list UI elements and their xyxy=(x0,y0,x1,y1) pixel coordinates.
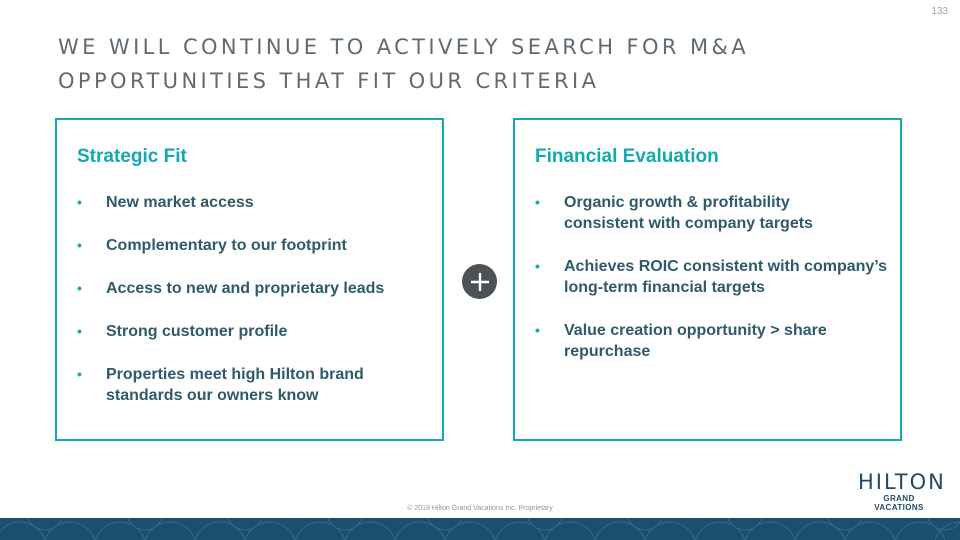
bullet-icon: • xyxy=(77,323,82,339)
bullet-icon: • xyxy=(77,237,82,253)
list-item xyxy=(77,364,432,406)
strategic-fit-list xyxy=(77,192,432,428)
list-item-text: New market access xyxy=(106,194,254,211)
list-item-text: Strong customer profile xyxy=(106,323,288,340)
bullet-icon: • xyxy=(535,194,540,210)
logo-wordmark: HILTON xyxy=(858,470,946,494)
financial-evaluation-list xyxy=(535,192,890,384)
footer-wave-pattern xyxy=(0,518,960,540)
bullet-icon: • xyxy=(535,322,540,338)
plus-icon xyxy=(462,264,497,299)
list-item-text: Access to new and proprietary leads xyxy=(106,280,385,297)
list-item-text: Value creation opportunity > share repurchase xyxy=(564,322,827,360)
list-item-text: Achieves ROIC consistent with company’s long-term financial targets xyxy=(564,258,888,296)
slide-number: 133 xyxy=(931,6,948,17)
bullet-icon: • xyxy=(535,258,540,274)
financial-evaluation-heading: Financial Evaluation xyxy=(535,146,719,167)
list-item-text: Organic growth & profitability consistent with company targets xyxy=(564,194,813,232)
logo-subtitle: GRAND VACATIONS xyxy=(874,494,924,512)
footer-band xyxy=(0,518,960,540)
plus-glyph xyxy=(470,272,490,292)
strategic-fit-heading: Strategic Fit xyxy=(77,146,187,167)
strategic-fit-card xyxy=(55,118,444,441)
list-item xyxy=(77,321,432,342)
financial-evaluation-card xyxy=(513,118,902,441)
list-item xyxy=(77,192,432,213)
bullet-icon: • xyxy=(77,280,82,296)
copyright-notice: © 2018 Hilton Grand Vacations Inc. Proprietary xyxy=(407,505,553,512)
list-item-text: Complementary to our footprint xyxy=(106,237,347,254)
list-item xyxy=(535,320,890,362)
list-item xyxy=(535,256,890,298)
list-item-text: Properties meet high Hilton brand standards our owners know xyxy=(106,366,364,404)
list-item xyxy=(77,278,432,299)
slide-title xyxy=(58,30,918,98)
list-item xyxy=(535,192,890,234)
bullet-icon: • xyxy=(77,194,82,210)
list-item xyxy=(77,235,432,256)
slide-title-line-1: WE WILL CONTINUE TO ACTIVELY SEARCH FOR M&A xyxy=(58,35,750,59)
bullet-icon: • xyxy=(77,366,82,382)
slide-title-line-2: OPPORTUNITIES THAT FIT OUR CRITERIA xyxy=(58,69,600,93)
